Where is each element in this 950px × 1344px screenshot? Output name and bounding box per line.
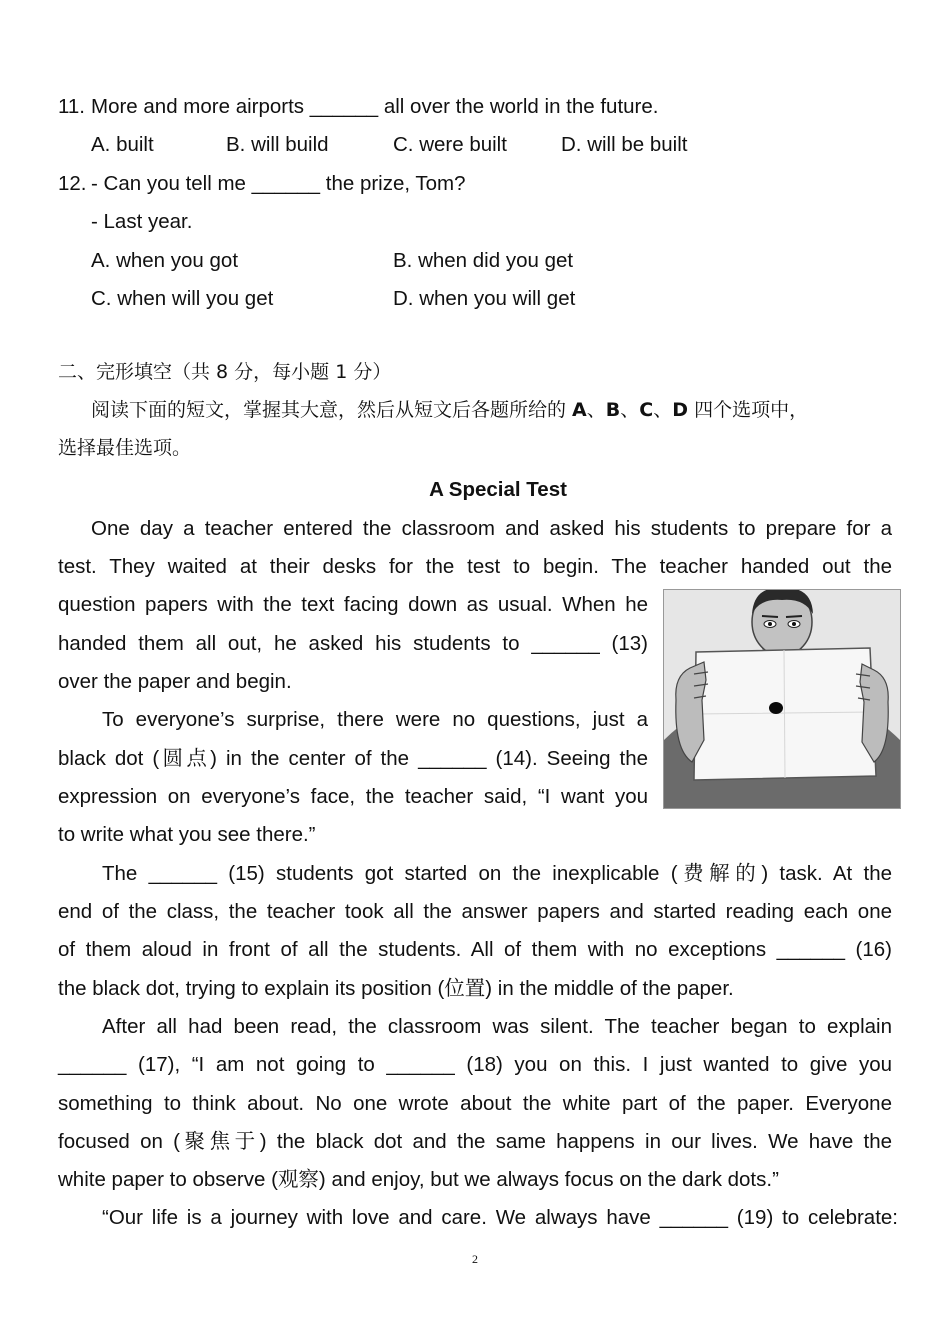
passage-line: the black dot, trying to explain its position (位置) in the middle of the paper. — [58, 977, 734, 1000]
instruction-text-before: 阅读下面的短文，掌握其大意，然后从短文后各题所给的 — [91, 399, 573, 421]
passage-line: One day a teacher entered the classroom and asked his students to prepare for a — [91, 517, 892, 540]
passage-line: “Our life is a journey with love and care. We always have ______ (19) to celebrate: — [102, 1206, 898, 1229]
separator-3: 、 — [653, 399, 673, 421]
letter-b: B — [605, 399, 621, 421]
passage-line: handed them all out, he asked his students to ______ (13) — [58, 632, 648, 655]
passage-line: ______ (17), “I am not going to ______ (18) you on this. I just wanted to give you — [58, 1053, 892, 1076]
letter-a: A — [572, 399, 587, 421]
instruction-text-after: 四个选项中， — [688, 399, 809, 421]
question-12-stem: - Can you tell me ______ the prize, Tom? — [91, 172, 466, 195]
question-12-option-b: B. when did you get — [393, 249, 574, 272]
passage-line: something to think about. No one wrote about the white part of the paper. Everyone — [58, 1092, 892, 1115]
passage-line: The ______ (15) students got started on the inexplicable (费解的) task. At the — [102, 862, 892, 885]
passage-line: over the paper and begin. — [58, 670, 292, 693]
passage-line: black dot (圆点) in the center of the ______ (14). Seeing the — [58, 747, 648, 770]
question-12-option-a: A. when you got — [91, 249, 239, 272]
question-11-stem: More and more airports ______ all over the world in the future. — [91, 95, 659, 118]
passage-line: To everyone’s surprise, there were no questions, just a — [102, 708, 648, 731]
section-instruction-line1 — [91, 398, 808, 422]
letter-d: D — [672, 399, 689, 421]
illustration-svg — [664, 590, 900, 808]
separator-2: 、 — [620, 399, 640, 421]
passage-line: of them aloud in front of all the students. All of them with no exceptions ______ (16) — [58, 938, 892, 961]
question-11-option-c: C. were built — [393, 133, 507, 156]
illustration-man-holding-paper — [663, 589, 901, 809]
question-11-option-a: A. built — [91, 133, 154, 156]
page-number: 2 — [472, 1252, 478, 1266]
question-12-option-d: D. when you will get — [393, 287, 576, 310]
passage-line: to write what you see there.” — [58, 823, 316, 846]
passage-title: A Special Test — [429, 478, 567, 501]
passage-line: white paper to observe (观察) and enjoy, but we always focus on the dark dots.” — [58, 1168, 779, 1191]
question-11-option-b: B. will build — [226, 133, 329, 156]
passage-line: end of the class, the teacher took all the answer papers and started reading each one — [58, 900, 892, 923]
separator-1: 、 — [586, 399, 606, 421]
question-12-number: 12. — [58, 172, 87, 195]
section-heading: 二、完形填空（共 8 分，每小题 1 分） — [58, 361, 392, 383]
question-12-option-c: C. when will you get — [91, 287, 274, 310]
question-12-reply: - Last year. — [91, 210, 193, 233]
passage-line: After all had been read, the classroom was silent. The teacher began to explain — [102, 1015, 892, 1038]
passage-line: expression on everyone’s face, the teacher said, “I want you — [58, 785, 648, 808]
section-instruction-line2: 选择最佳选项。 — [58, 437, 192, 459]
letter-c: C — [639, 399, 654, 421]
passage-line: test. They waited at their desks for the test to begin. The teacher handed out the — [58, 555, 892, 578]
passage-line: question papers with the text facing down as usual. When he — [58, 593, 648, 616]
question-11-option-d: D. will be built — [561, 133, 688, 156]
question-11-number: 11. — [58, 95, 85, 118]
passage-line: focused on (聚焦于) the black dot and the same happens in our lives. We have the — [58, 1130, 892, 1153]
